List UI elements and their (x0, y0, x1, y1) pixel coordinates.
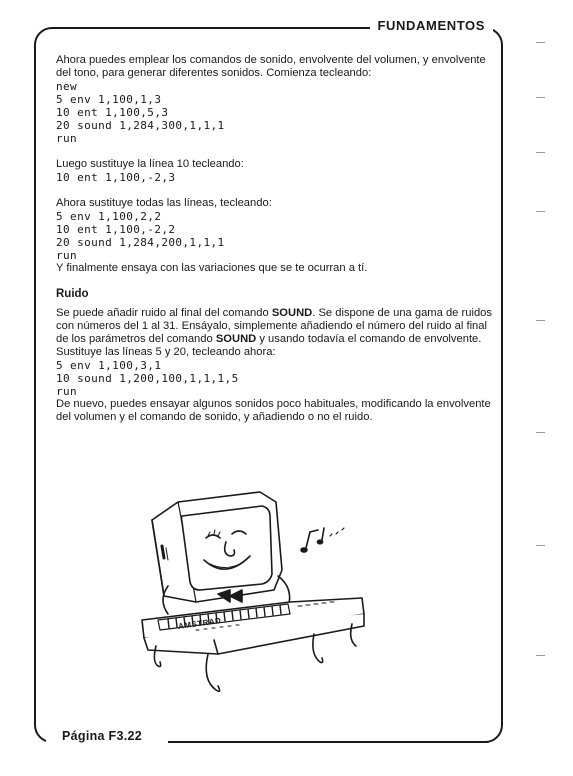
code-line: 10 sound 1,200,100,1,1,1,5 (56, 372, 239, 385)
keyword: SOUND (271, 307, 313, 319)
code-line: run (56, 132, 78, 145)
code-line: 5 env 1,100,3,1 (56, 359, 162, 372)
closing-paragraph: Y finalmente ensaya con las variaciones que se te ocurran a tí. (56, 262, 368, 274)
code-line: 20 sound 1,284,300,1,1,1 (56, 119, 225, 132)
final-paragraph: De nuevo, puedes ensayar algunos sonidos poco habituales, modificando la envolvente del volumen y el comando de sonido, y añadiendo o no el ruido. (56, 398, 491, 423)
text-span: Se puede añadir ruido al final del comando (56, 307, 272, 319)
code-line: 20 sound 1,284,200,1,1,1 (56, 236, 225, 249)
margin-tick (536, 211, 545, 212)
intro-paragraph: Ahora puedes emplear los comandos de sonido, envolvente del volumen, y envolvente del tono, para generar diferentes sonidos. Comienza tecleando: (56, 54, 486, 79)
code-line: 10 ent 1,100,5,3 (56, 106, 169, 119)
code-block-3 (56, 210, 502, 262)
text-span: y usando todavía el comando de envolvente. Sustituye las líneas 5 y 20, tecleando ahora: (56, 333, 482, 358)
code-block-2 (56, 171, 502, 184)
code-line: 5 env 1,100,1,3 (56, 93, 162, 106)
text-span: . Se dispone de una gama de ruidos con números del 1 al 31. Ensáyalo, simplemente añadiendo el número del ruido al final de los parámetros del comando (56, 307, 492, 345)
code-line: 5 env 1,100,2,2 (56, 210, 162, 223)
code-block-1 (56, 80, 502, 145)
margin-tick (536, 97, 545, 98)
margin-tick (536, 432, 545, 433)
noise-paragraph (56, 307, 502, 359)
code-line: run (56, 385, 78, 398)
margin-tick (536, 152, 545, 153)
margin-tick (536, 320, 545, 321)
page-content (56, 54, 502, 424)
code-line: 10 ent 1,100,-2,3 (56, 171, 176, 184)
page-number: Página F3.22 (56, 729, 148, 743)
margin-tick (536, 42, 545, 43)
keyword: SOUND (215, 333, 257, 345)
instruction-paragraph: Luego sustituye la línea 10 tecleando: (56, 158, 244, 170)
code-block-4 (56, 359, 502, 398)
margin-tick (536, 545, 545, 546)
singing-computer-illustration (138, 490, 368, 715)
section-heading: Ruido (56, 288, 89, 300)
code-line: 10 ent 1,100,-2,2 (56, 223, 176, 236)
footer-rule (168, 741, 488, 743)
code-line: run (56, 249, 78, 262)
code-line: new (56, 80, 78, 93)
section-header: FUNDAMENTOS (370, 18, 493, 33)
instruction-paragraph: Ahora sustituye todas las líneas, tecleando: (56, 197, 272, 209)
keyboard-brand-label: AMSTRAD (177, 616, 222, 631)
margin-tick (536, 655, 545, 656)
